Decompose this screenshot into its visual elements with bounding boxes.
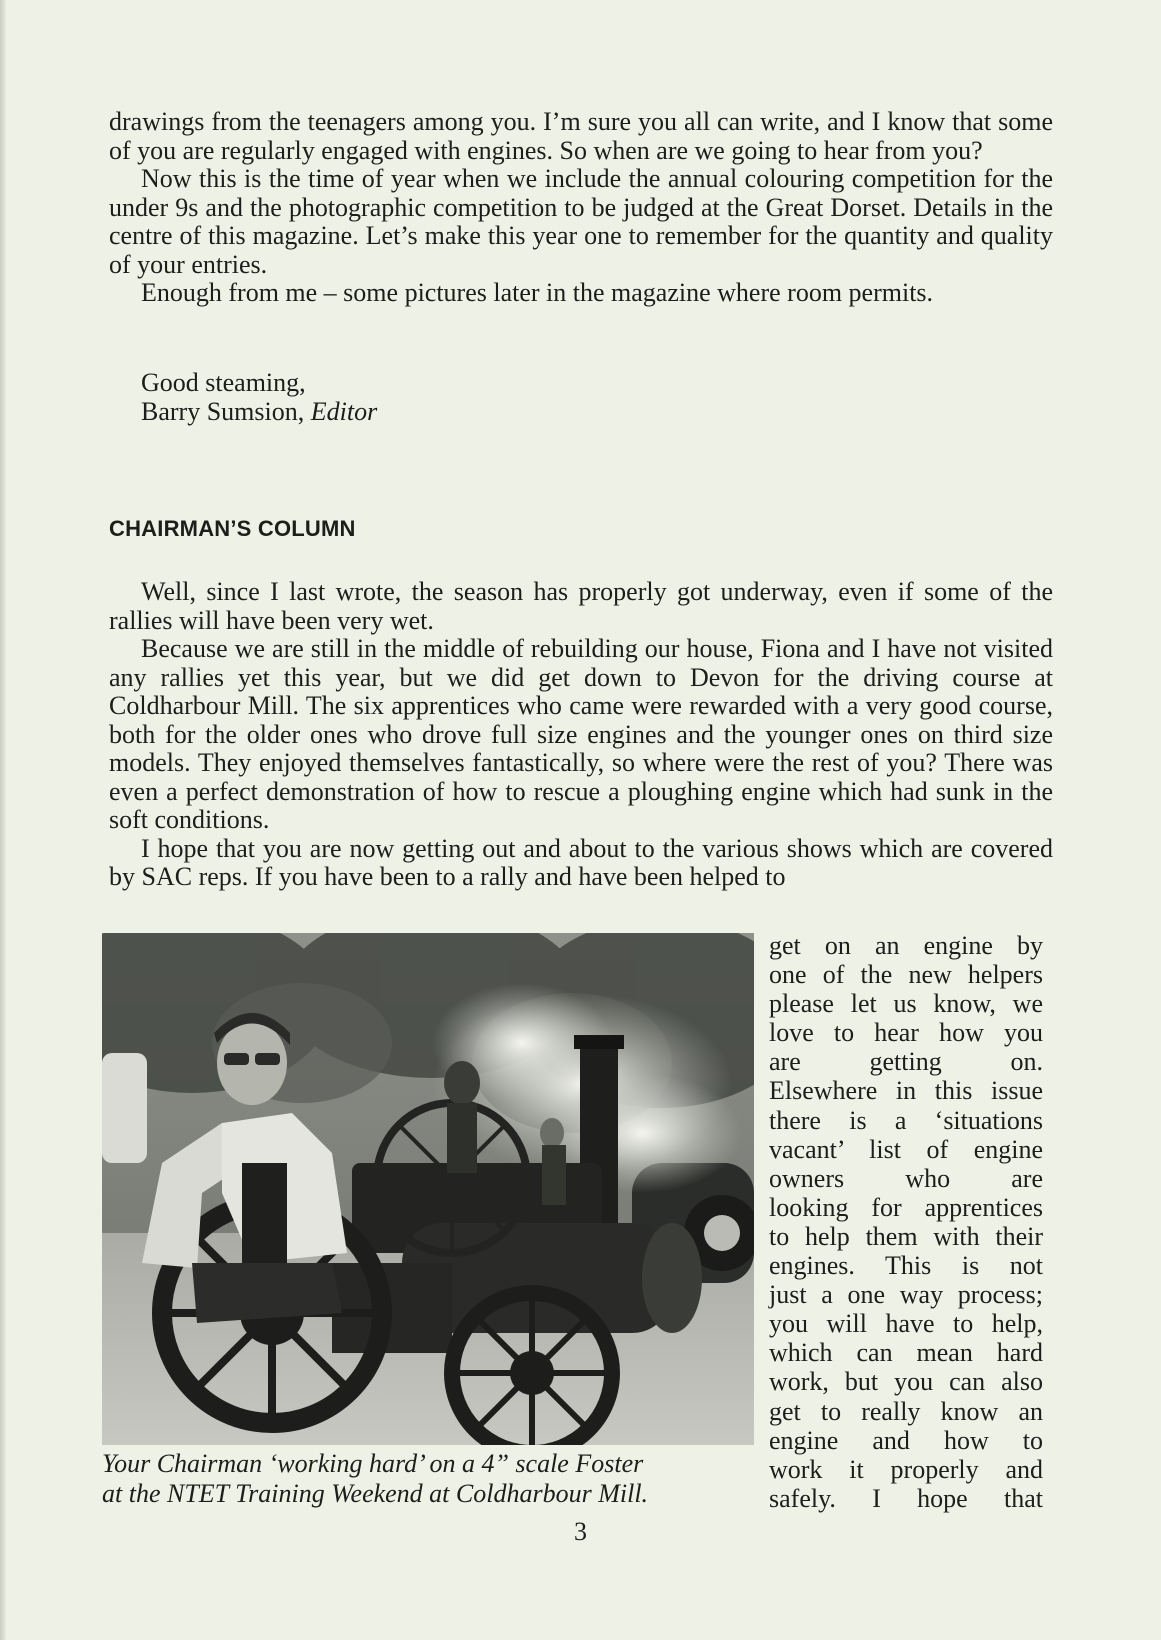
editor-intro xyxy=(109,108,1053,308)
section-heading: CHAIRMAN’S COLUMN xyxy=(109,516,356,541)
intro-paragraph-2: Now this is the time of year when we include the annual colouring competition for the under 9s and the photographic competition to be judged at the Great Dorset. Details in the centre of this magazine. Let’s make this year one to remember for the quantity and quality of your entries. xyxy=(109,164,1053,279)
side-column-line: work, but you can also xyxy=(769,1367,1043,1397)
side-column-line: engines. This is not xyxy=(769,1251,1043,1281)
caption-line-2: at the NTET Training Weekend at Coldharbour Mill. xyxy=(102,1479,649,1508)
side-column-line: vacant’ list of engine xyxy=(769,1134,1043,1164)
traction-engine-photo xyxy=(102,933,754,1445)
side-column-line: there is a ‘situations xyxy=(769,1105,1043,1135)
side-column-line: you will have to help, xyxy=(769,1309,1043,1339)
side-column-line: just a one way process; xyxy=(769,1280,1043,1310)
caption-line-1: Your Chairman ‘working hard’ on a 4” scale Foster xyxy=(102,1449,644,1478)
side-column-line: are getting on. xyxy=(769,1047,1043,1077)
side-column-line: Elsewhere in this issue xyxy=(769,1076,1043,1106)
signoff-name: Barry Sumsion, xyxy=(141,396,305,426)
side-column-line: looking for apprentices xyxy=(769,1192,1043,1222)
column-paragraph-2: Because we are still in the middle of rebuilding our house, Fiona and I have not visited any rallies yet this year, but we did get down to Devon for the driving course at Coldharbour Mill. The six apprentices who came were rewarded with a very good course, both for the older ones who drove full size engines and the younger ones on third size models. They enjoyed themselves fantastically, so where were the rest of you? There was even a perfect demonstration of how to rescue a ploughing engine which had sunk in the soft conditions. xyxy=(109,634,1053,834)
intro-paragraph-3: Enough from me – some pictures later in the magazine where room permits. xyxy=(141,278,934,307)
page-edge xyxy=(0,0,6,1640)
side-column-line: which can mean hard xyxy=(769,1338,1043,1368)
side-column-line: to help them with their xyxy=(769,1221,1043,1251)
signoff-name-line xyxy=(141,398,741,427)
photo-illustration xyxy=(102,933,754,1445)
side-column-line: engine and how to xyxy=(769,1425,1043,1455)
side-column-line: safely. I hope that xyxy=(769,1483,1043,1513)
chairman-column xyxy=(109,578,1053,892)
page-number: 3 xyxy=(574,1517,587,1546)
side-column-line: work it properly and xyxy=(769,1454,1043,1484)
column-paragraph-1: Well, since I last wrote, the season has properly got underway, even if some of the rallies will have been very wet. xyxy=(109,577,1053,635)
side-column-line: get to really know an xyxy=(769,1396,1043,1426)
side-column xyxy=(769,931,1043,1513)
editor-signoff xyxy=(141,369,741,426)
column-paragraph-3: I hope that you are now getting out and about to the various shows which are covered by SAC reps. If you have been to a rally and have been helped to xyxy=(109,833,1053,891)
side-column-line: please let us know, we xyxy=(769,989,1043,1019)
intro-paragraph-1: drawings from the teenagers among you. I’m sure you all can write, and I know that some of you are regularly engaged with engines. So when are we going to hear from you? xyxy=(109,107,1053,165)
signoff-greeting: Good steaming, xyxy=(141,368,306,397)
signoff-role: Editor xyxy=(310,396,378,426)
photo-caption xyxy=(102,1449,754,1509)
side-column-line: get on an engine by xyxy=(769,931,1043,960)
side-column-line: one of the new helpers xyxy=(769,960,1043,990)
side-column-line: owners who are xyxy=(769,1163,1043,1193)
side-column-line: love to hear how you xyxy=(769,1018,1043,1048)
